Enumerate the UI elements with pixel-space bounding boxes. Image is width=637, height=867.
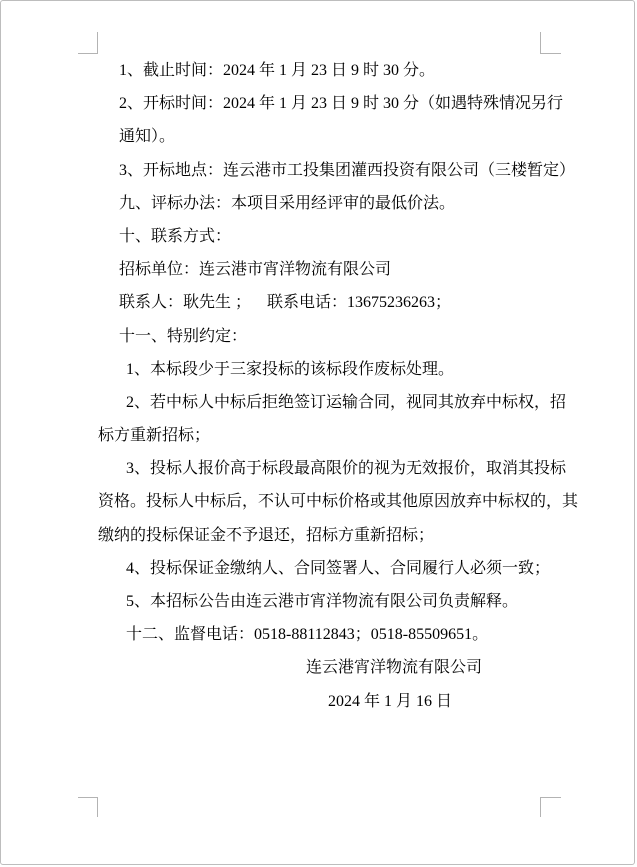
text-line: 4、投标保证金缴纳人、合同签署人、合同履行人必须一致；	[126, 559, 551, 577]
text-line: 1、本标段少于三家投标的该标段作废标处理。	[126, 360, 455, 378]
text-line: 5、本招标公告由连云港市宵洋物流有限公司负责解释。	[126, 593, 519, 610]
text-line: 3、开标地点：连云港市工投集团灌西投资有限公司（三楼暂定）	[119, 161, 576, 179]
text-line: 资格。投标人中标后，不认可中标价格或其他原因放弃中标权的，其	[98, 493, 579, 511]
text-line: 2、若中标人中标后拒绝签订运输合同，视同其放弃中标权，招	[126, 393, 567, 411]
crop-mark-top-left-icon	[78, 32, 98, 54]
text-line: 九、评标办法：本项目采用经评审的最低价法。	[119, 194, 456, 212]
text-line: 联系人：耿先生 ； 联系电话：13675236263；	[119, 294, 452, 312]
text-line: 十一、特别约定：	[119, 327, 248, 345]
text-line: 3、投标人报价高于标段最高限价的视为无效报价，取消其投标	[126, 460, 567, 478]
text-line: 2、开标时间：2024 年 1 月 23 日 9 时 30 分（如遇特殊情况另行	[119, 95, 564, 113]
text-line: 1、截止时间：2024 年 1 月 23 日 9 时 30 分。	[119, 62, 436, 79]
text-line: 2024 年 1 月 16 日	[328, 692, 453, 710]
text-line: 标方重新招标；	[98, 427, 211, 445]
document-body	[98, 54, 579, 718]
crop-mark-bottom-right-icon	[540, 797, 561, 817]
text-line: 招标单位：连云港市宵洋物流有限公司	[119, 261, 392, 279]
crop-mark-top-right-icon	[540, 32, 561, 54]
crop-mark-bottom-left-icon	[78, 797, 98, 817]
text-line: 十、联系方式：	[119, 227, 232, 245]
text-line: 连云港宵洋物流有限公司	[306, 659, 483, 677]
text-line: 缴纳的投标保证金不予退还，招标方重新招标；	[98, 526, 435, 544]
text-line: 通知）。	[119, 128, 176, 146]
text-line: 十二、监督电话：0518-88112843；0518-85509651。	[126, 626, 489, 644]
